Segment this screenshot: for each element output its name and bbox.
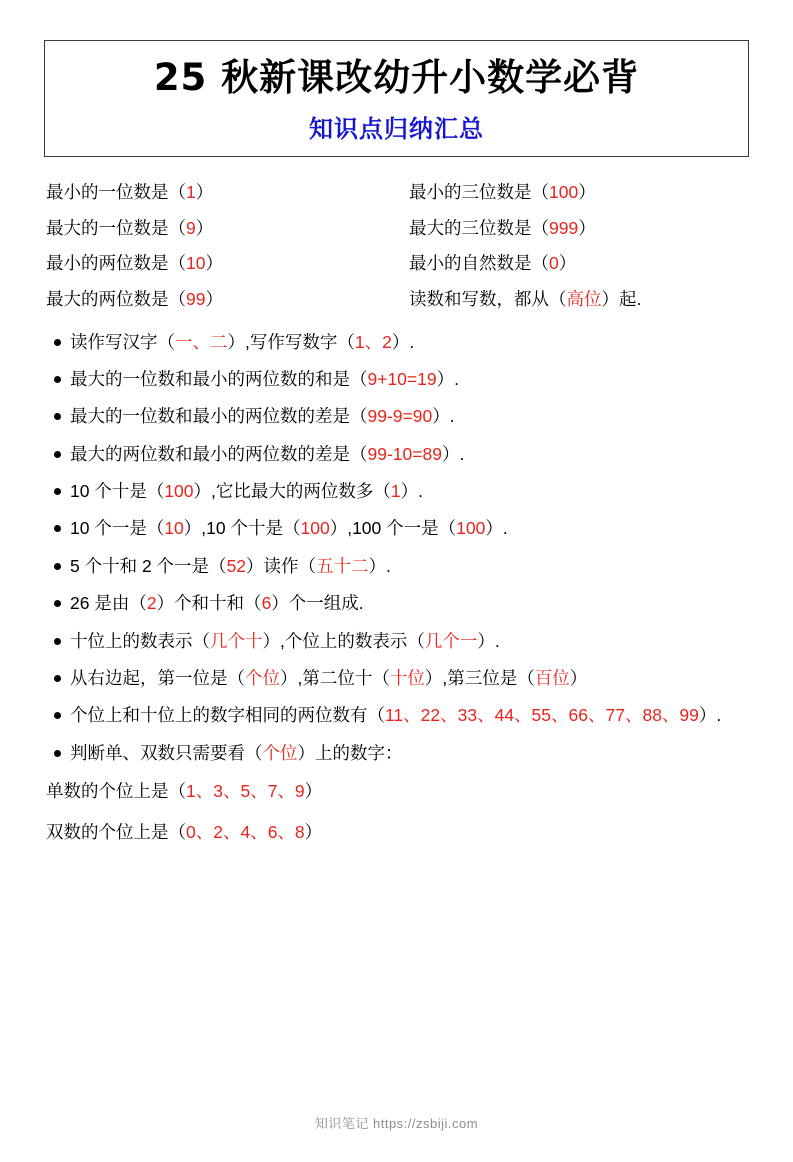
list-item — [44, 734, 749, 771]
statement-text: 最大的两位数和最小的两位数的差是（ — [70, 443, 368, 464]
fact-left-suffix: ） — [205, 288, 223, 309]
bullet-dot-icon — [44, 514, 70, 532]
answer-text: 2 — [146, 593, 157, 614]
statement-text: 个位上和十位上的数字相同的两位数有（ — [70, 705, 385, 726]
list-item-text — [70, 328, 749, 356]
statement-text: ） — [304, 781, 323, 802]
bullet-list — [44, 323, 749, 771]
statement-text: ）,10 个十是（ — [183, 518, 301, 539]
list-item-text — [70, 514, 749, 542]
statement-text: 10 个一是（ — [70, 518, 165, 539]
list-item — [44, 622, 749, 659]
list-item — [44, 473, 749, 510]
answer-text: 个位 — [245, 667, 280, 688]
page-subtitle: 知识点归纳汇总 — [309, 115, 484, 144]
statement-text: ）,100 个一是（ — [329, 518, 457, 539]
bullet-dot-icon — [44, 664, 70, 682]
answer-text: 几个一 — [424, 630, 478, 651]
fact-left — [44, 255, 401, 273]
statement-text: ）,它比最大的两位数多（ — [193, 481, 391, 502]
document-page — [0, 40, 793, 1162]
statement-text: 26 是由（ — [70, 593, 147, 614]
statement-text: ）. — [400, 481, 424, 502]
fact-right-suffix: ） — [558, 253, 577, 274]
answer-text: 几个十 — [210, 630, 263, 651]
answer-text: 1 — [390, 481, 401, 502]
bullet-dot-icon — [44, 365, 70, 383]
list-item-text — [70, 552, 749, 580]
list-item — [44, 659, 749, 696]
answer-text: 五十二 — [316, 555, 369, 576]
statement-text: 读作写汉字（ — [70, 331, 175, 352]
fact-right-value: 0 — [549, 253, 559, 274]
statement-text: ）. — [368, 555, 391, 576]
fact-right — [401, 255, 749, 273]
list-item — [44, 547, 749, 584]
fact-left — [44, 288, 401, 309]
answer-text: 100 — [164, 481, 194, 502]
statement-text: ）读作（ — [246, 555, 317, 576]
fact-left — [44, 217, 401, 238]
answer-text: 9+10=19 — [367, 369, 437, 390]
statement-text: 最大的一位数和最小的两位数的和是（ — [70, 369, 368, 390]
list-item-text — [70, 664, 749, 692]
fact-right — [401, 184, 749, 202]
answer-text: 十位 — [389, 667, 425, 688]
bullet-dot-icon — [44, 440, 70, 458]
statement-text: 5 个十和 2 个一是（ — [70, 555, 227, 576]
list-item-text — [70, 365, 749, 393]
answer-text: 1、3、5、7、9 — [186, 781, 305, 802]
statement-text: ）上的数字： — [297, 742, 403, 763]
bullet-dot-icon — [44, 328, 70, 346]
fact-right — [401, 217, 749, 238]
fact-left-suffix: ） — [195, 217, 214, 238]
list-item-text — [70, 739, 749, 767]
statement-text: 判断单、双数只需要看（ — [70, 742, 263, 763]
answer-text: 6 — [261, 593, 272, 614]
list-item-text — [70, 627, 749, 655]
fact-right-suffix: ） — [578, 182, 596, 203]
statement-text: ）个一组成. — [271, 593, 364, 614]
fact-right-value: 高位 — [566, 288, 602, 309]
fact-right-label: 最小的三位数是（ — [409, 182, 549, 203]
answer-text: 99-9=90 — [367, 406, 433, 427]
fact-left-value: 9 — [186, 217, 196, 238]
fact-left-label: 最小的两位数是（ — [46, 253, 186, 274]
statement-text: ）,第二位十（ — [280, 667, 390, 688]
list-item — [44, 398, 749, 435]
statement-text: ）. — [432, 406, 455, 427]
statement-text: ） — [569, 667, 588, 688]
bullet-dot-icon — [44, 627, 70, 645]
fact-left-label: 最大的两位数是（ — [46, 288, 186, 309]
bullet-dot-icon — [44, 402, 70, 420]
statement-text: ）. — [485, 518, 508, 539]
statement-text: ） — [304, 821, 323, 842]
statement-text: ）. — [477, 630, 500, 651]
answer-text: 个位 — [262, 742, 298, 763]
list-item — [44, 585, 749, 622]
fact-left-label: 最大的一位数是（ — [46, 217, 186, 238]
fact-left-suffix: ） — [195, 182, 214, 203]
fact-left-value: 1 — [186, 182, 196, 203]
list-item — [44, 435, 749, 472]
page-title: 25 秋新课改幼升小数学必背 — [153, 56, 640, 99]
bullet-dot-icon — [44, 739, 70, 757]
statement-text: 从右边起，第一位是（ — [70, 667, 245, 688]
fact-left-suffix: ） — [205, 253, 223, 274]
fact-right-label: 最大的三位数是（ — [409, 217, 549, 238]
answer-text: 99-10=89 — [367, 443, 442, 464]
answer-text: 11、22、33、44、55、66、77、88、99 — [385, 705, 699, 726]
answer-text: 100 — [456, 518, 486, 539]
statement-text: ）,个位上的数表示（ — [262, 630, 425, 651]
footer-watermark: 知识笔记 https://zsbiji.com — [314, 1116, 479, 1131]
statement-text: 双数的个位上是（ — [46, 821, 186, 842]
answer-text: 100 — [300, 518, 330, 539]
list-item — [44, 697, 749, 734]
list-item-text — [70, 477, 749, 505]
fact-right-suffix: ） — [578, 217, 596, 238]
fact-right-value: 999 — [549, 217, 579, 238]
bullet-dot-icon — [44, 477, 70, 495]
answer-text: 0、2、4、6、8 — [186, 821, 305, 842]
list-item-text — [70, 440, 749, 468]
bullet-dot-icon — [44, 589, 70, 607]
fact-right — [401, 288, 749, 309]
fact-right-label: 读数和写数，都从（ — [409, 288, 567, 309]
fact-left-value: 10 — [186, 253, 206, 274]
fact-left-value: 99 — [186, 288, 206, 309]
statement-text: ）个和十和（ — [156, 593, 262, 614]
fact-right-suffix: ）起. — [601, 288, 642, 309]
list-item-text — [70, 701, 749, 729]
statement-text: 十位上的数表示（ — [70, 630, 210, 651]
bullet-dot-icon — [44, 701, 70, 719]
statement-text: 最大的一位数和最小的两位数的差是（ — [70, 406, 368, 427]
answer-text: 百位 — [534, 667, 570, 688]
statement-text: ）. — [441, 443, 465, 464]
title-box — [44, 40, 749, 157]
trailing-lines — [44, 771, 749, 852]
statement-text: ）. — [436, 369, 459, 390]
list-item — [44, 361, 749, 398]
answer-text: 10 — [164, 518, 184, 539]
fact-right-label: 最小的自然数是（ — [409, 253, 549, 274]
statement-text: ）. — [391, 331, 415, 352]
list-item-text — [70, 589, 749, 617]
fact-row — [44, 282, 749, 318]
facts-section — [44, 175, 749, 317]
answer-text: 52 — [226, 555, 247, 576]
fact-row — [44, 211, 749, 247]
statement-text: 单数的个位上是（ — [46, 781, 186, 802]
list-item — [44, 510, 749, 547]
statement-text: ）,第三位是（ — [424, 667, 535, 688]
fact-right-value: 100 — [549, 182, 579, 203]
list-item — [44, 323, 749, 360]
bullet-dot-icon — [44, 552, 70, 570]
statement-text: ）. — [698, 705, 722, 726]
fact-left-label: 最小的一位数是（ — [46, 182, 186, 203]
plain-line — [44, 812, 749, 852]
answer-text: 一、二 — [175, 331, 228, 352]
fact-row — [44, 246, 749, 282]
statement-text: 10 个十是（ — [70, 481, 165, 502]
statement-text: ）,写作写数字（ — [227, 331, 355, 352]
answer-text: 1、2 — [354, 331, 392, 352]
fact-row — [44, 175, 749, 211]
plain-line — [44, 771, 749, 811]
list-item-text — [70, 402, 749, 430]
fact-left — [44, 184, 401, 202]
